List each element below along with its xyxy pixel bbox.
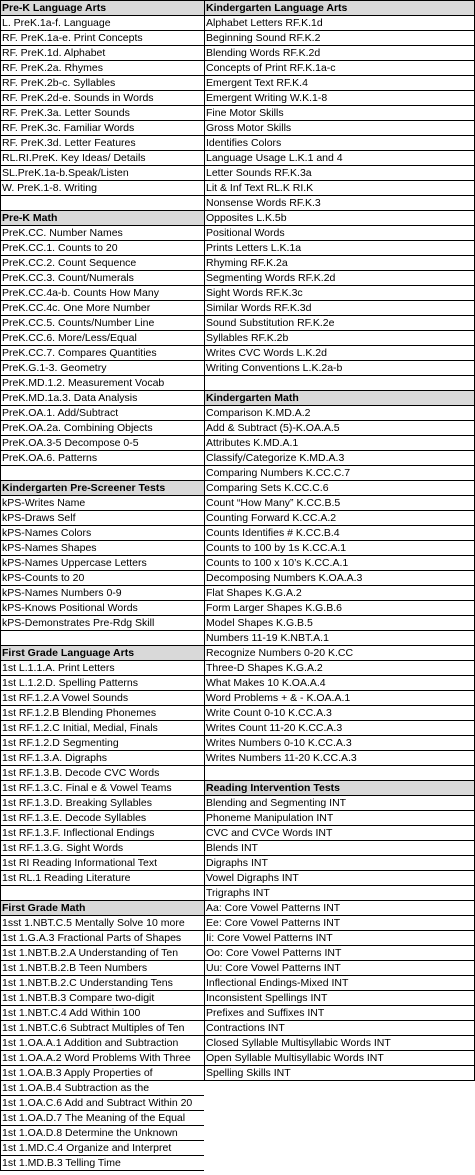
left-cell[interactable]: 1st 1.OA.D.8 Determine the Unknown (1, 1126, 204, 1141)
left-cell[interactable]: 1st RF.1.2.A Vowel Sounds (1, 691, 204, 706)
left-cell[interactable]: kPS-Names Uppercase Letters (1, 556, 204, 571)
right-cell[interactable]: Oo: Core Vowel Patterns INT (205, 946, 474, 961)
left-cell[interactable]: PreK.MD.1.2. Measurement Vocab (1, 376, 204, 391)
right-cell[interactable]: Digraphs INT (205, 856, 474, 871)
left-cell[interactable]: kPS-Names Shapes (1, 541, 204, 556)
right-section-header[interactable]: Reading Intervention Tests (205, 781, 474, 796)
left-cell[interactable]: PreK.OA.2a. Combining Objects (1, 421, 204, 436)
left-cell[interactable]: 1st RF.1.3.C. Final e & Vowel Teams (1, 781, 204, 796)
left-cell[interactable]: PreK.CC. Number Names (1, 226, 204, 241)
right-cell[interactable]: Numbers 11-19 K.NBT.A.1 (205, 631, 474, 646)
left-cell[interactable]: PreK.G.1-3. Geometry (1, 361, 204, 376)
left-cell[interactable]: 1st 1.NBT.C.4 Add Within 100 (1, 1006, 204, 1021)
left-cell[interactable]: 1st RI Reading Informational Text (1, 856, 204, 871)
left-cell[interactable]: PreK.OA.6. Patterns (1, 451, 204, 466)
left-cell[interactable]: RF. PreK.3d. Letter Features (1, 136, 204, 151)
left-cell[interactable]: PreK.CC.6. More/Less/Equal (1, 331, 204, 346)
left-cell[interactable]: 1st 1.OA.B.4 Subtraction as the (1, 1081, 204, 1096)
left-section-header[interactable]: First Grade Language Arts (1, 646, 204, 661)
right-cell[interactable]: Vowel Digraphs INT (205, 871, 474, 886)
left-cell[interactable]: 1st RF.1.3.D. Breaking Syllables (1, 796, 204, 811)
left-cell[interactable]: kPS-Names Colors (1, 526, 204, 541)
right-cell[interactable]: Emergent Text RF.K.4 (205, 76, 474, 91)
right-cell[interactable]: Comparison K.MD.A.2 (205, 406, 474, 421)
left-cell[interactable]: PreK.CC.2. Count Sequence (1, 256, 204, 271)
left-cell[interactable]: 1sst 1.NBT.C.5 Mentally Solve 10 more (1, 916, 204, 931)
right-cell[interactable]: Nonsense Words RF.K.3 (205, 196, 474, 211)
left-column (0, 0, 204, 1171)
right-cell[interactable]: Closed Syllable Multisyllabic Words INT (205, 1036, 474, 1051)
left-cell[interactable]: kPS-Knows Positional Words (1, 601, 204, 616)
left-cell[interactable]: kPS-Counts to 20 (1, 571, 204, 586)
right-cell[interactable]: Sight Words RF.K.3c (205, 286, 474, 301)
left-cell[interactable]: 1st 1.OA.C.6 Add and Subtract Within 20 (1, 1096, 204, 1111)
right-cell[interactable]: Count “How Many” K.CC.B.5 (205, 496, 474, 511)
right-cell[interactable]: Sound Substitution RF.K.2e (205, 316, 474, 331)
right-cell[interactable]: Beginning Sound RF.K.2 (205, 31, 474, 46)
right-cell[interactable]: Open Syllable Multisyllabic Words INT (205, 1051, 474, 1066)
left-empty-cell[interactable] (1, 196, 204, 211)
left-cell[interactable]: RF. PreK.2b-c. Syllables (1, 76, 204, 91)
left-cell[interactable]: 1st RF.1.3.G. Sight Words (1, 841, 204, 856)
left-cell[interactable]: W. PreK.1-8. Writing (1, 181, 204, 196)
right-cell[interactable]: Ii: Core Vowel Patterns INT (205, 931, 474, 946)
right-cell[interactable]: Opposites L.K.5b (205, 211, 474, 226)
right-cell[interactable]: Blending Words RF.K.2d (205, 46, 474, 61)
right-cell[interactable]: Comparing Sets K.CC.C.6 (205, 481, 474, 496)
left-cell[interactable]: kPS-Writes Name (1, 496, 204, 511)
left-cell[interactable]: kPS-Names Numbers 0-9 (1, 586, 204, 601)
right-cell[interactable]: Inconsistent Spellings INT (205, 991, 474, 1006)
left-cell[interactable]: kPS-Demonstrates Pre-Rdg Skill (1, 616, 204, 631)
left-cell[interactable]: PreK.CC.4c. One More Number (1, 301, 204, 316)
right-cell[interactable]: Ee: Core Vowel Patterns INT (205, 916, 474, 931)
left-section-header[interactable]: Kindergarten Pre-Screener Tests (1, 481, 204, 496)
left-cell[interactable]: 1st 1.OA.A.2 Word Problems With Three (1, 1051, 204, 1066)
left-empty-cell[interactable] (1, 631, 204, 646)
left-cell[interactable]: PreK.CC.1. Counts to 20 (1, 241, 204, 256)
left-cell[interactable]: PreK.CC.5. Counts/Number Line (1, 316, 204, 331)
left-cell[interactable]: 1st L.1.1.A. Print Letters (1, 661, 204, 676)
right-cell[interactable]: Model Shapes K.G.B.5 (205, 616, 474, 631)
left-cell[interactable]: 1st 1.NBT.B.3 Compare two-digit (1, 991, 204, 1006)
left-section-header[interactable]: Pre-K Language Arts (1, 0, 204, 16)
right-cell[interactable]: Counts to 100 x 10’s K.CC.A.1 (205, 556, 474, 571)
right-cell[interactable]: Writing Conventions L.K.2a-b (205, 361, 474, 376)
right-cell[interactable]: Alphabet Letters RF.K.1d (205, 16, 474, 31)
left-cell[interactable]: 1st L.1.2.D. Spelling Patterns (1, 676, 204, 691)
left-cell[interactable]: RF. PreK.2d-e. Sounds in Words (1, 91, 204, 106)
left-cell[interactable]: 1st 1.MD.B.3 Telling Time (1, 1156, 204, 1171)
right-cell[interactable]: Inflectional Endings-Mixed INT (205, 976, 474, 991)
right-cell[interactable]: Letter Sounds RF.K.3a (205, 166, 474, 181)
right-cell[interactable]: Fine Motor Skills (205, 106, 474, 121)
left-cell[interactable]: 1st 1.MD.C.4 Organize and Interpret (1, 1141, 204, 1156)
right-cell[interactable]: Writes Count 11-20 K.CC.A.3 (205, 721, 474, 736)
right-cell[interactable]: Blends INT (205, 841, 474, 856)
right-cell[interactable]: Identifies Colors (205, 136, 474, 151)
right-cell[interactable]: Blending and Segmenting INT (205, 796, 474, 811)
left-cell[interactable]: 1st 1.NBT.B.2.B Teen Numbers (1, 961, 204, 976)
right-cell[interactable]: Rhyming RF.K.2a (205, 256, 474, 271)
right-cell[interactable]: Syllables RF.K.2b (205, 331, 474, 346)
left-cell[interactable]: SL.PreK.1a-b.Speak/Listen (1, 166, 204, 181)
right-section-header[interactable]: Kindergarten Math (205, 391, 474, 406)
left-cell[interactable]: kPS-Draws Self (1, 511, 204, 526)
left-cell[interactable]: RF. PreK.1d. Alphabet (1, 46, 204, 61)
right-column (204, 0, 475, 1081)
left-cell[interactable]: RL.RI.PreK. Key Ideas/ Details (1, 151, 204, 166)
left-cell[interactable]: 1st 1.NBT.B.2.A Understanding of Ten (1, 946, 204, 961)
right-cell[interactable]: Similar Words RF.K.3d (205, 301, 474, 316)
right-cell[interactable]: Add & Subtract (5)-K.OA.A.5 (205, 421, 474, 436)
right-cell[interactable]: Phoneme Manipulation INT (205, 811, 474, 826)
left-cell[interactable]: PreK.CC.4a-b. Counts How Many (1, 286, 204, 301)
left-cell[interactable]: 1st RF.1.3.F. Inflectional Endings (1, 826, 204, 841)
right-cell[interactable]: Lit & Inf Text RL.K RI.K (205, 181, 474, 196)
right-cell[interactable]: CVC and CVCe Words INT (205, 826, 474, 841)
right-cell[interactable]: Gross Motor Skills (205, 121, 474, 136)
left-cell[interactable]: 1st RF.1.2.B Blending Phonemes (1, 706, 204, 721)
right-cell[interactable]: Writes Numbers 0-10 K.CC.A.3 (205, 736, 474, 751)
right-cell[interactable]: Three-D Shapes K.G.A.2 (205, 661, 474, 676)
right-cell[interactable]: Decomposing Numbers K.OA.A.3 (205, 571, 474, 586)
right-cell[interactable]: Positional Words (205, 226, 474, 241)
left-cell[interactable]: 1st RF.1.3.B. Decode CVC Words (1, 766, 204, 781)
left-cell[interactable]: RF. PreK.1a-e. Print Concepts (1, 31, 204, 46)
left-cell[interactable]: 1st RF.1.2.D Segmenting (1, 736, 204, 751)
left-cell[interactable]: 1st 1.G.A.3 Fractional Parts of Shapes (1, 931, 204, 946)
left-cell[interactable]: 1st RF.1.3.E. Decode Syllables (1, 811, 204, 826)
right-empty-cell[interactable] (205, 376, 474, 391)
right-cell[interactable]: Emergent Writing W.K.1-8 (205, 91, 474, 106)
right-cell[interactable]: Trigraphs INT (205, 886, 474, 901)
right-cell[interactable]: Attributes K.MD.A.1 (205, 436, 474, 451)
right-cell[interactable]: Classify/Categorize K.MD.A.3 (205, 451, 474, 466)
left-cell[interactable]: PreK.OA.3-5 Decompose 0-5 (1, 436, 204, 451)
left-cell[interactable]: L. PreK.1a-f. Language (1, 16, 204, 31)
left-cell[interactable]: RF. PreK.3a. Letter Sounds (1, 106, 204, 121)
right-cell[interactable]: Aa: Core Vowel Patterns INT (205, 901, 474, 916)
right-cell[interactable]: Word Problems + & - K.OA.A.1 (205, 691, 474, 706)
left-section-header[interactable]: First Grade Math (1, 901, 204, 916)
right-empty-cell[interactable] (205, 766, 474, 781)
left-empty-cell[interactable] (1, 466, 204, 481)
right-cell[interactable]: Counting Forward K.CC.A.2 (205, 511, 474, 526)
right-cell[interactable]: Uu: Core Vowel Patterns INT (205, 961, 474, 976)
right-cell[interactable]: Comparing Numbers K.CC.C.7 (205, 466, 474, 481)
right-cell[interactable]: Segmenting Words RF.K.2d (205, 271, 474, 286)
left-section-header[interactable]: Pre-K Math (1, 211, 204, 226)
left-cell[interactable]: 1st 1.NBT.C.6 Subtract Multiples of Ten (1, 1021, 204, 1036)
right-section-header[interactable]: Kindergarten Language Arts (205, 0, 474, 16)
right-cell[interactable]: Writes Numbers 11-20 K.CC.A.3 (205, 751, 474, 766)
left-cell[interactable]: 1st RF.1.3.A. Digraphs (1, 751, 204, 766)
left-cell[interactable]: PreK.CC.7. Compares Quantities (1, 346, 204, 361)
left-empty-cell[interactable] (1, 886, 204, 901)
left-cell[interactable]: 1st RF.1.2.C Initial, Medial, Finals (1, 721, 204, 736)
left-cell[interactable]: 1st 1.OA.A.1 Addition and Subtraction (1, 1036, 204, 1051)
right-cell[interactable]: What Makes 10 K.OA.A.4 (205, 676, 474, 691)
left-cell[interactable]: 1st 1.OA.B.3 Apply Properties of (1, 1066, 204, 1081)
right-cell[interactable]: Prints Letters L.K.1a (205, 241, 474, 256)
left-cell[interactable]: 1st 1.NBT.B.2.C Understanding Tens (1, 976, 204, 991)
right-cell[interactable]: Concepts of Print RF.K.1a-c (205, 61, 474, 76)
right-cell[interactable]: Recognize Numbers 0-20 K.CC (205, 646, 474, 661)
right-cell[interactable]: Prefixes and Suffixes INT (205, 1006, 474, 1021)
right-cell[interactable]: Contractions INT (205, 1021, 474, 1036)
right-cell[interactable]: Counts to 100 by 1s K.CC.A.1 (205, 541, 474, 556)
right-cell[interactable]: Language Usage L.K.1 and 4 (205, 151, 474, 166)
right-cell[interactable]: Writes CVC Words L.K.2d (205, 346, 474, 361)
right-cell[interactable]: Counts Identifies # K.CC.B.4 (205, 526, 474, 541)
left-cell[interactable]: 1st RL.1 Reading Literature (1, 871, 204, 886)
right-cell[interactable]: Form Larger Shapes K.G.B.6 (205, 601, 474, 616)
left-cell[interactable]: PreK.OA.1. Add/Subtract (1, 406, 204, 421)
left-cell[interactable]: RF. PreK.3c. Familiar Words (1, 121, 204, 136)
right-cell[interactable]: Write Count 0-10 K.CC.A.3 (205, 706, 474, 721)
right-cell[interactable]: Spelling Skills INT (205, 1066, 474, 1081)
left-cell[interactable]: PreK.MD.1a.3. Data Analysis (1, 391, 204, 406)
right-cell[interactable]: Flat Shapes K.G.A.2 (205, 586, 474, 601)
left-cell[interactable]: RF. PreK.2a. Rhymes (1, 61, 204, 76)
left-cell[interactable]: 1st 1.OA.D.7 The Meaning of the Equal (1, 1111, 204, 1126)
left-cell[interactable]: PreK.CC.3. Count/Numerals (1, 271, 204, 286)
